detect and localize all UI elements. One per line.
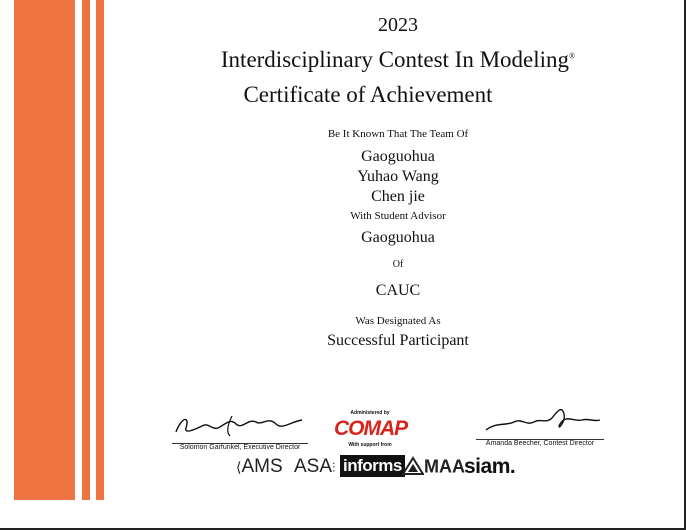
advisor-name: Gaoguohua xyxy=(361,229,435,246)
asa-mark-icon: ⫶ xyxy=(332,460,336,475)
sponsor-informs: informs xyxy=(340,455,405,477)
signature-left-caption: Solomon Garfunkel, Executive Director xyxy=(179,444,301,451)
signature-left xyxy=(172,410,308,451)
stripe-wide xyxy=(14,0,75,500)
certificate-body xyxy=(110,0,686,360)
team-member: Yuhao Wang xyxy=(357,168,439,185)
stripe-thin-2 xyxy=(96,0,104,500)
sponsor-asa: ASA⫶ xyxy=(294,456,336,477)
team-member: Gaoguohua xyxy=(361,148,435,165)
sponsor-ams: ⟨AMS xyxy=(236,456,283,477)
comap-logo: COMAP xyxy=(334,417,408,440)
designation-intro: Was Designated As xyxy=(355,315,441,327)
sponsor-maa: MAA xyxy=(402,456,465,478)
stripe-thin-1 xyxy=(82,0,90,500)
contest-year: 2023 xyxy=(378,14,418,36)
registered-mark: ® xyxy=(569,51,576,61)
team-intro: Be It Known That The Team Of xyxy=(327,128,469,140)
signature-right-caption: Amanda Beecher, Contest Director xyxy=(485,440,595,447)
advisor-intro: With Student Advisor xyxy=(350,210,446,222)
contest-name xyxy=(110,47,686,73)
support-label: With support from xyxy=(348,442,392,448)
designation: Successful Participant xyxy=(327,332,469,349)
decorative-stripes xyxy=(14,0,106,500)
institution-name: CAUC xyxy=(375,282,421,299)
sponsor-logos xyxy=(236,455,526,485)
signature-right-icon xyxy=(476,404,604,434)
maa-emblem-icon xyxy=(402,456,424,478)
contest-name-text: Interdisciplinary Contest In Modeling xyxy=(220,47,570,72)
team-member: Chen jie xyxy=(371,188,425,205)
administered-label: Administered by xyxy=(350,410,390,416)
signature-right xyxy=(476,404,604,447)
of-label: Of xyxy=(392,259,404,270)
administered-block xyxy=(334,410,406,448)
ams-mark-icon: ⟨ xyxy=(236,459,242,475)
sponsor-siam: siam. xyxy=(464,455,516,478)
certificate-title: Certificate of Achievement xyxy=(243,82,493,107)
signature-left-icon xyxy=(172,410,308,438)
